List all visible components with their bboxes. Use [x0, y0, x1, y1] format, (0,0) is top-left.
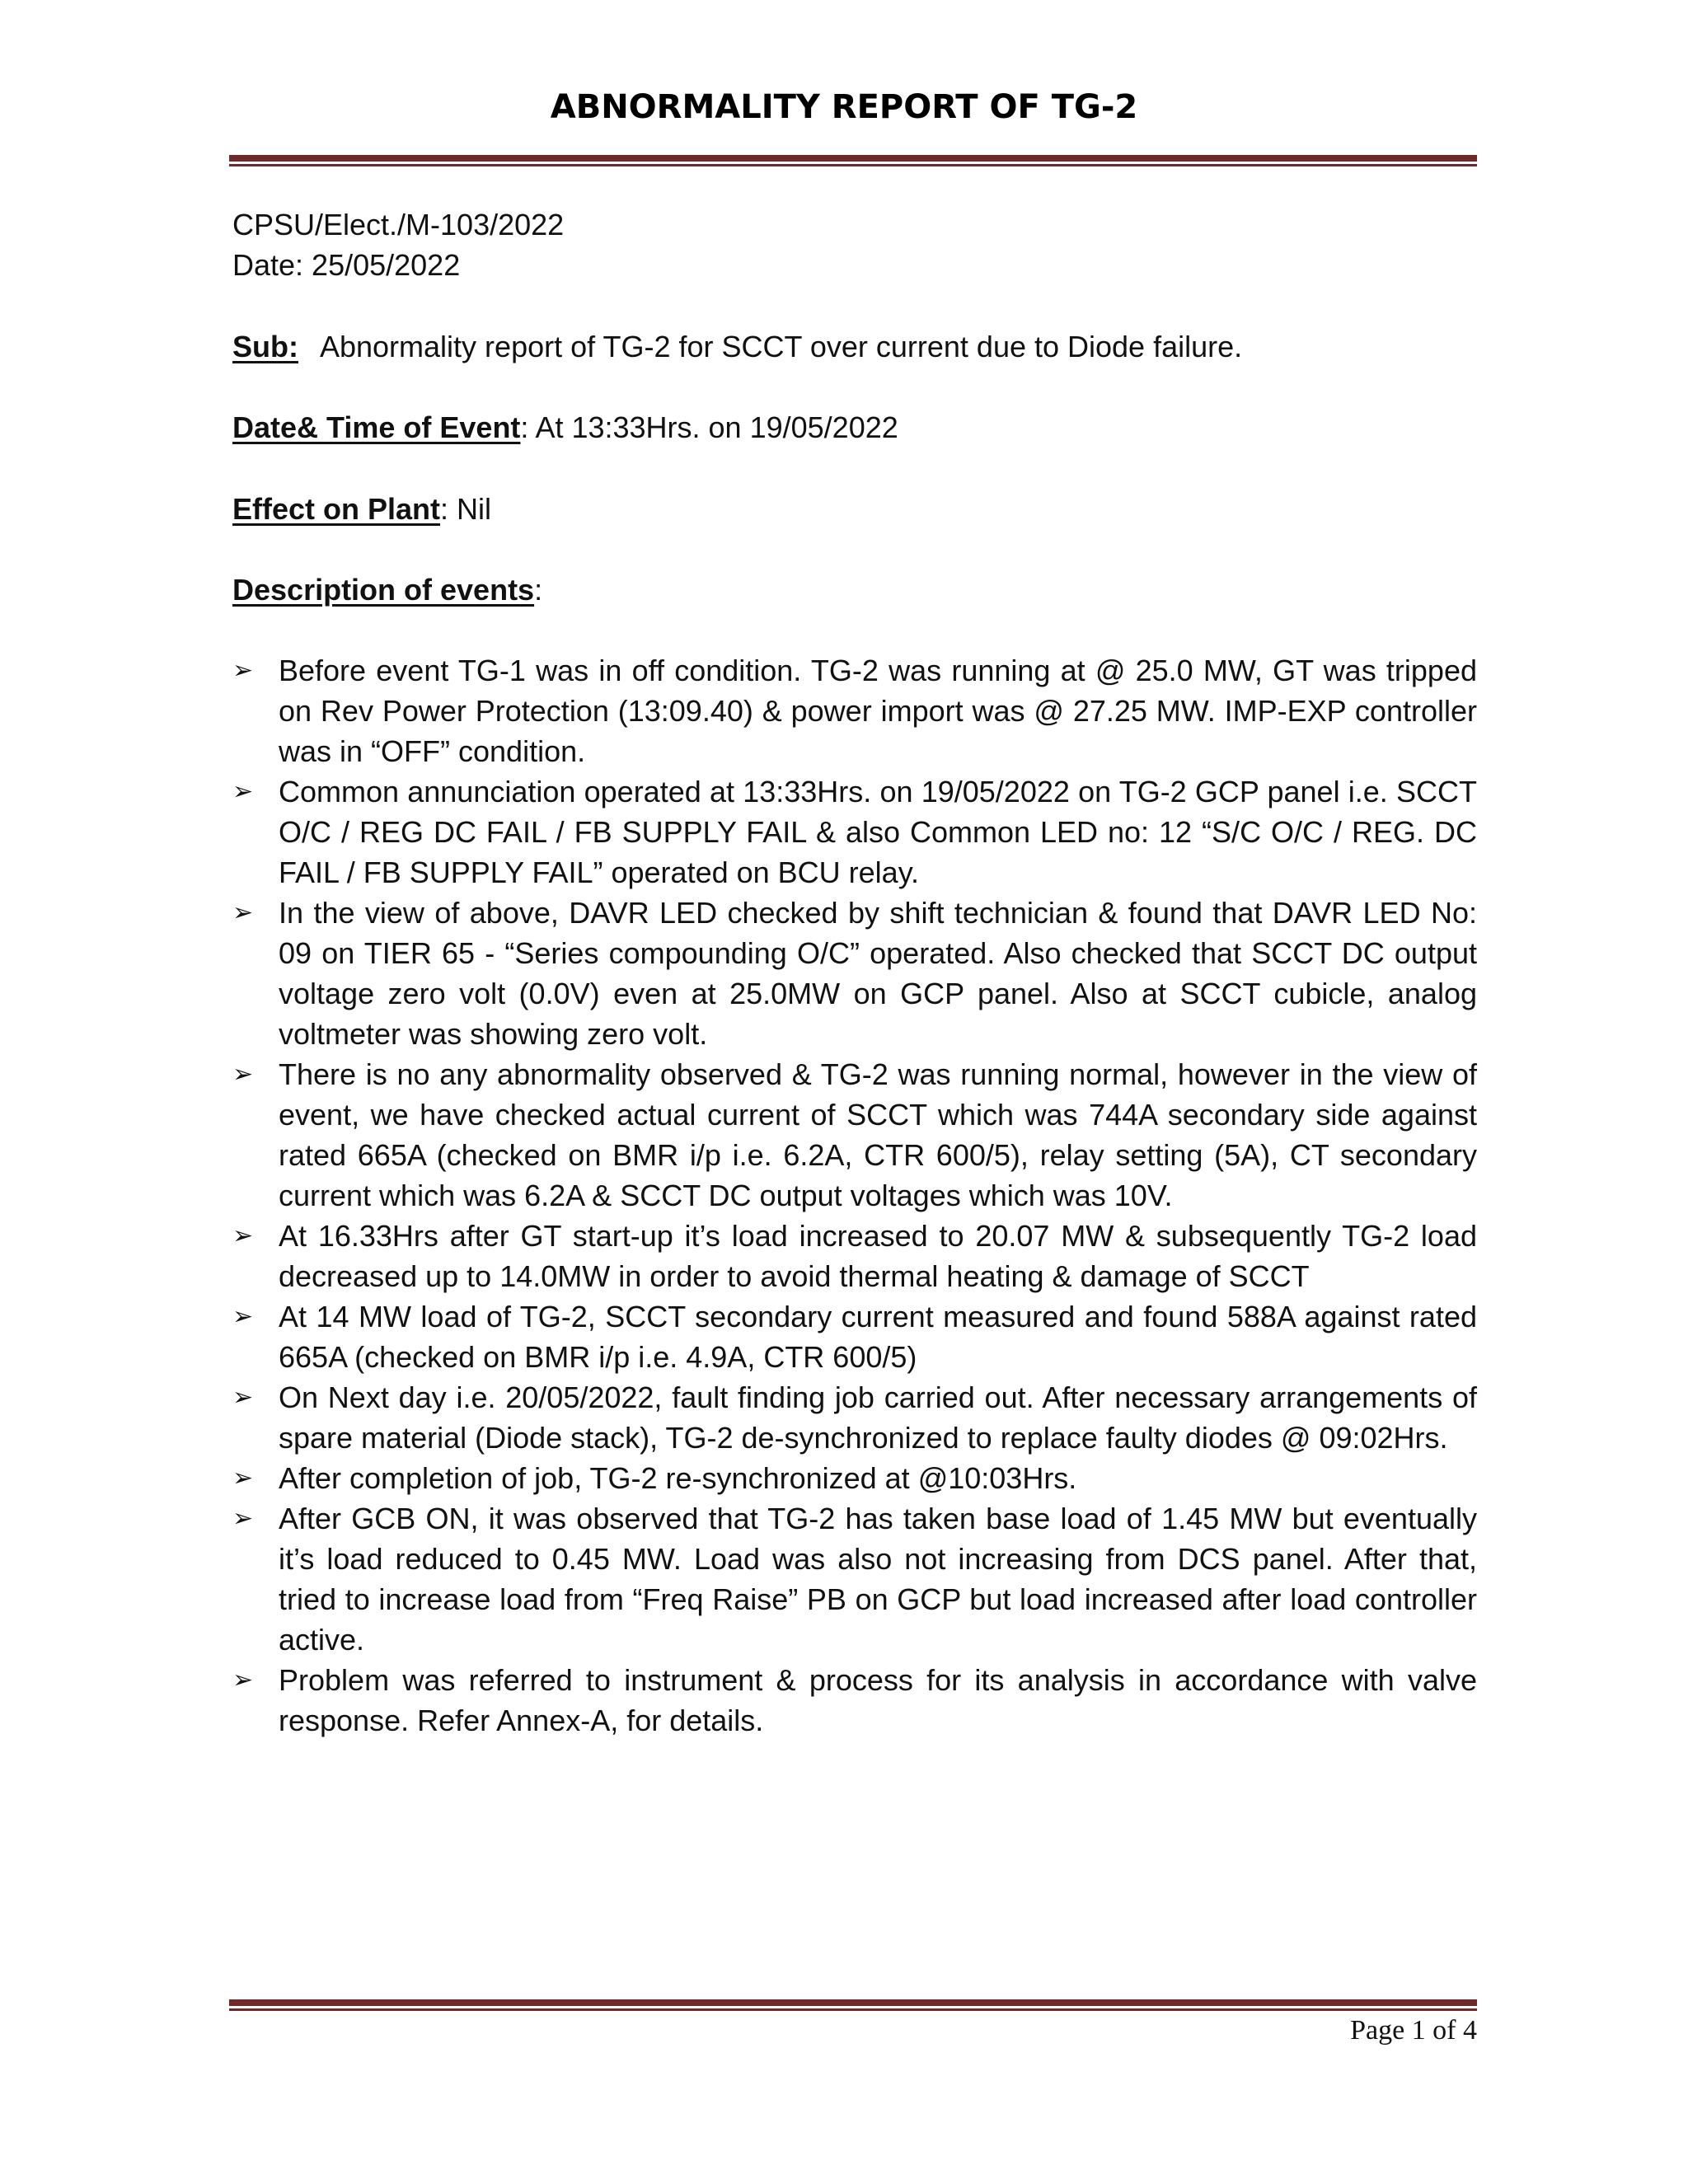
list-item [232, 1660, 1477, 1741]
events-list [232, 650, 1477, 1741]
arrow-bullet-icon: ➢ [232, 1302, 254, 1331]
event-text: There is no any abnormality observed & TG-2 was running normal, however in the view of event, we have checked actual current of SCCT which was 744A secondary side against rated 665A (checked on BMR i/p i.e. 6.2A, CTR 600/5), relay setting (5A), CT secondary current which was 6.2A & SCCT DC output voltages which was 10V. [279, 1057, 1477, 1212]
event-time-line [232, 407, 1477, 448]
arrow-bullet-icon: ➢ [232, 656, 254, 685]
arrow-bullet-icon: ➢ [232, 1060, 254, 1089]
list-item [232, 771, 1477, 893]
list-item [232, 1458, 1477, 1498]
arrow-bullet-icon: ➢ [232, 898, 254, 927]
list-item [232, 1296, 1477, 1377]
reference-number: CPSU/Elect./M-103/2022 [232, 208, 565, 241]
list-item [232, 1216, 1477, 1296]
subject-line [232, 326, 1477, 367]
event-text: Before event TG-1 was in off condition. TG-2 was running at @ 25.0 MW, GT was tripped on Rev Power Protection (13:09.40) & power import was @ 27.25 MW. IMP-EXP controller was in “OFF” condition. [279, 654, 1477, 768]
effect-text: : Nil [440, 492, 492, 526]
list-item [232, 893, 1477, 1054]
event-text: Common annunciation operated at 13:33Hrs. on 19/05/2022 on TG-2 GCP panel i.e. SCCT O/C / REG DC FAIL / FB SUPPLY FAIL & also Common LED no: 12 “S/C O/C / REG. DC FAIL / FB SUPPLY FAIL” operated on BCU relay. [279, 775, 1477, 889]
list-item [232, 1054, 1477, 1216]
list-item [232, 1498, 1477, 1660]
event-text: After completion of job, TG-2 re-synchronized at @10:03Hrs. [279, 1461, 1077, 1495]
event-text: At 14 MW load of TG-2, SCCT secondary current measured and found 588A against rated 665A (checked on BMR i/p i.e. 4.9A, CTR 600/5) [279, 1300, 1477, 1374]
report-date: Date: 25/05/2022 [232, 248, 461, 282]
footer-divider [229, 1999, 1477, 2011]
header-divider [229, 155, 1477, 166]
arrow-bullet-icon: ➢ [232, 1221, 254, 1250]
arrow-bullet-icon: ➢ [232, 777, 254, 806]
description-label: Description of events [232, 573, 535, 607]
page-number: Page 1 of 4 [1350, 2015, 1477, 2046]
arrow-bullet-icon: ➢ [232, 1666, 254, 1694]
subject-text: Abnormality report of TG-2 for SCCT over current due to Diode failure. [319, 330, 1243, 363]
event-text: On Next day i.e. 20/05/2022, fault finding job carried out. After necessary arrangements of spare material (Diode stack), TG-2 de-synchronized to replace faulty diodes @ 09:02Hrs. [279, 1380, 1477, 1455]
report-title: ABNORMALITY REPORT OF TG-2 [550, 88, 1138, 126]
event-text: At 16.33Hrs after GT start-up it’s load increased to 20.07 MW & subsequently TG-2 load decreased up to 14.0MW in order to avoid thermal heating & damage of SCCT [279, 1219, 1477, 1293]
description-colon: : [534, 573, 543, 607]
list-item [232, 650, 1477, 771]
event-time-text: : At 13:33Hrs. on 19/05/2022 [520, 410, 898, 444]
event-text: In the view of above, DAVR LED checked by shift technician & found that DAVR LED No: 09 on TIER 65 - “Series compounding O/C” operated. Also checked that SCCT DC output voltage zero volt (0.0V) even at 25.0MW on GCP panel. Also at SCCT cubicle, analog voltmeter was showing zero volt. [279, 896, 1477, 1051]
event-time-label: Date& Time of Event [232, 410, 521, 444]
effect-line [232, 489, 1477, 529]
arrow-bullet-icon: ➢ [232, 1383, 254, 1412]
list-item [232, 1377, 1477, 1458]
subject-label: Sub: [232, 330, 298, 363]
effect-label: Effect on Plant [232, 492, 441, 526]
arrow-bullet-icon: ➢ [232, 1504, 254, 1533]
description-heading [232, 569, 1477, 610]
arrow-bullet-icon: ➢ [232, 1464, 254, 1493]
event-text: After GCB ON, it was observed that TG-2 has taken base load of 1.45 MW but eventually it’s load reduced to 0.45 MW. Load was also not increasing from DCS panel. After that, tried to increase load from “Freq Raise” PB on GCP but load increased after load controller active. [279, 1502, 1477, 1657]
reference-block [232, 204, 1477, 285]
event-text: Problem was referred to instrument & process for its analysis in accordance with valve response. Refer Annex-A, for details. [279, 1663, 1477, 1737]
